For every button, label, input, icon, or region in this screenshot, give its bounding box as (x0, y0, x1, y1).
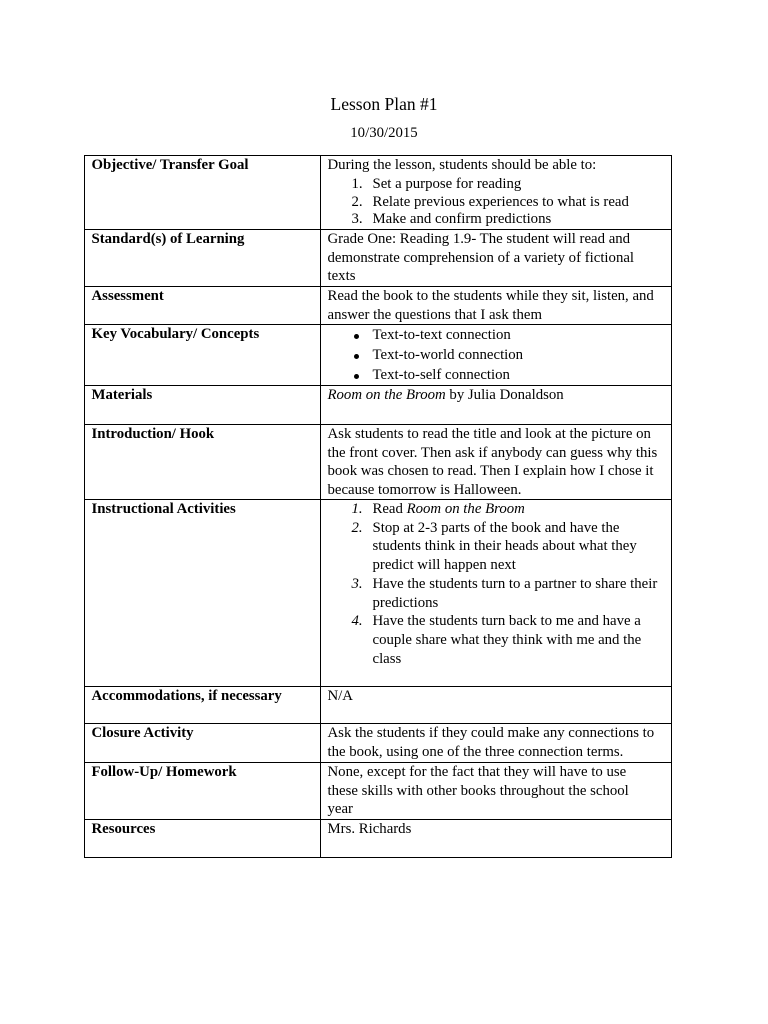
objective-list (328, 176, 668, 229)
row-standards (85, 230, 672, 287)
accommodations-label: Accommodations, if necessary (85, 687, 321, 724)
list-item (328, 345, 668, 365)
list-item-text: Text-to-text connection (372, 327, 511, 343)
key-vocabulary-label: Key Vocabulary/ Concepts (85, 325, 321, 386)
row-closure (85, 724, 672, 763)
lesson-plan-table (84, 155, 672, 858)
row-instructional-activities (85, 500, 672, 687)
list-item-text: Have the students turn to a partner to share their predictions (372, 575, 658, 611)
accommodations-text: N/A (327, 688, 353, 704)
list-item (328, 575, 668, 612)
bullet-icon (354, 325, 373, 345)
list-number: 2. (351, 193, 363, 210)
bullet-icon (354, 365, 373, 385)
follow-up-content (321, 763, 672, 820)
instructional-activities-content (321, 500, 672, 687)
list-item-text: Text-to-self connection (372, 367, 510, 383)
list-item (328, 612, 668, 668)
objective-intro: During the lesson, students should be able to: (327, 157, 597, 173)
document-date: 10/30/2015 (350, 125, 418, 141)
list-item-text: Make and confirm predictions (372, 211, 552, 227)
list-number: 3. (351, 211, 363, 227)
assessment-label: Assessment (85, 287, 321, 325)
book-title: Room on the Broom (406, 501, 525, 517)
introduction-content (321, 425, 672, 500)
list-item (328, 194, 668, 212)
list-item (328, 325, 668, 345)
materials-label: Materials (85, 386, 321, 425)
introduction-text: Ask students to read the title and look at the picture on the front cover. Then ask if anybody can guess why this book was chosen to read. Then I explain how I chose it because tomorrow is Halloween. (327, 426, 658, 498)
list-item-text: Relate previous experiences to what is read (372, 193, 629, 210)
row-objective (85, 156, 672, 230)
objective-content (321, 156, 672, 230)
assessment-text: Read the book to the students while they sit, listen, and answer the questions that I ask them (327, 288, 654, 323)
list-item-text: Set a purpose for reading (372, 176, 522, 192)
closure-content (321, 724, 672, 763)
activity-read-text: Read (372, 501, 403, 517)
row-resources (85, 819, 672, 857)
list-item (328, 519, 668, 575)
standards-content (321, 230, 672, 287)
list-number: 4. (351, 613, 363, 630)
document-title: Lesson Plan #1 (330, 94, 438, 114)
list-item (328, 176, 668, 194)
list-item-text: Have the students turn back to me and have a couple share what they think with me and the class (372, 613, 642, 667)
introduction-label: Introduction/ Hook (85, 425, 321, 500)
resources-label: Resources (85, 819, 321, 857)
row-key-vocabulary (85, 325, 672, 386)
objective-label: Objective/ Transfer Goal (85, 156, 321, 230)
assessment-content (321, 287, 672, 325)
list-item-text: Stop at 2-3 parts of the book and have the students think in their heads about what they predict will happen next (372, 519, 637, 574)
follow-up-text: None, except for the fact that they will have to use these skills with other books throughout the school year (327, 764, 629, 817)
book-author-text: by Julia Donaldson (449, 387, 564, 403)
accommodations-content (321, 687, 672, 724)
list-number: 2. (351, 519, 363, 536)
row-follow-up (85, 763, 672, 820)
standards-label: Standard(s) of Learning (85, 230, 321, 287)
closure-text: Ask the students if they could make any connections to the book, using one of the three connection terms. (327, 725, 655, 760)
row-introduction (85, 425, 672, 500)
list-item-text: Text-to-world connection (372, 347, 524, 363)
materials-content (321, 386, 672, 425)
standards-text: Grade One: Reading 1.9- The student will read and demonstrate comprehension of a variety of fictional texts (327, 231, 635, 284)
follow-up-label: Follow-Up/ Homework (85, 763, 321, 820)
closure-label: Closure Activity (85, 724, 321, 763)
list-item (328, 211, 668, 229)
list-item-text (373, 500, 668, 519)
book-title: Room on the Broom (327, 387, 446, 403)
row-assessment (85, 287, 672, 325)
resources-text: Mrs. Richards (327, 820, 412, 837)
resources-content (321, 819, 672, 857)
list-number: 1. (351, 176, 363, 192)
bullet-icon (354, 345, 373, 365)
key-vocabulary-content (321, 325, 672, 386)
list-item (328, 500, 668, 519)
row-accommodations (85, 687, 672, 724)
instructional-activities-label: Instructional Activities (85, 500, 321, 687)
list-number: 1. (351, 501, 363, 517)
row-materials (85, 386, 672, 425)
list-number: 3. (351, 575, 363, 592)
list-item (328, 365, 668, 385)
